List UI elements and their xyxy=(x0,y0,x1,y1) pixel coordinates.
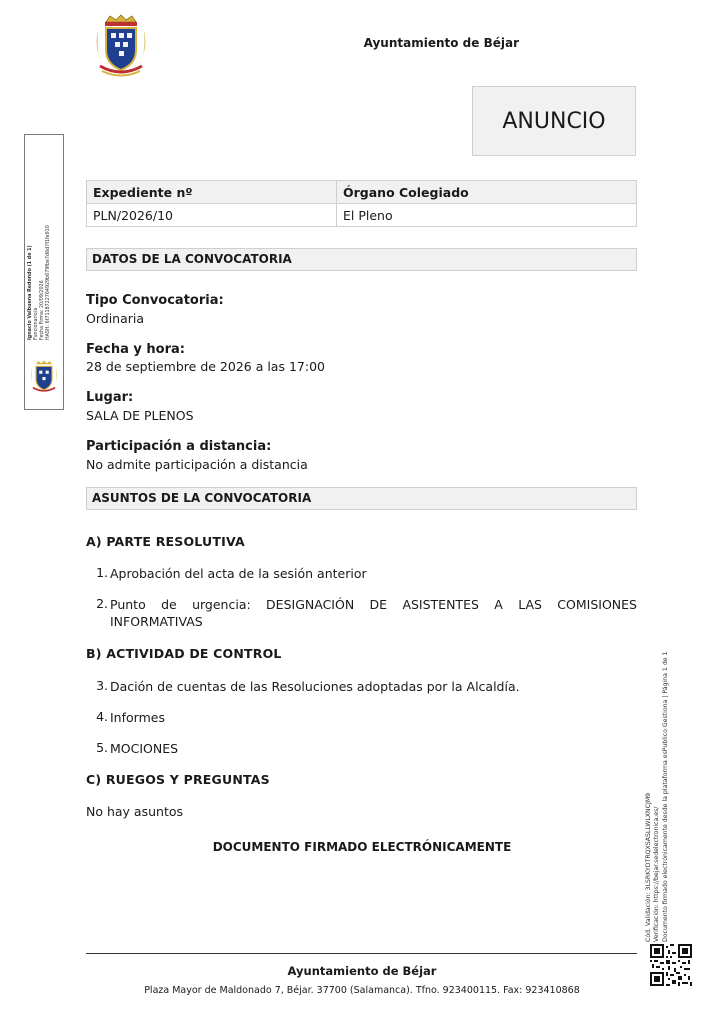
signature-date: Fecha Firma: 20/09/2026 xyxy=(40,280,45,340)
participacion-label: Participación a distancia: xyxy=(86,439,272,454)
item-number: 2. xyxy=(96,596,108,611)
lugar-label: Lugar: xyxy=(86,390,134,405)
tipo-label: Tipo Convocatoria: xyxy=(86,293,224,308)
organo-value: El Pleno xyxy=(337,204,637,227)
signature-hash: HASH: 6f7118722764929b679fbe7d6d7f1fe910 xyxy=(46,225,51,340)
item-number: 4. xyxy=(96,709,108,724)
document-type-box xyxy=(472,86,636,156)
validation-text xyxy=(645,632,705,942)
organo-header: Órgano Colegiado xyxy=(337,181,637,204)
expediente-table xyxy=(86,180,637,227)
item-text-line2: INFORMATIVAS xyxy=(110,614,203,629)
verification-url: Verificación: https://bejar.sedelectronica.es/ xyxy=(653,806,661,942)
signer-role: Funcionario/a xyxy=(34,307,39,340)
expediente-header: Expediente nº xyxy=(87,181,337,204)
platform-note: Documento firmado electrónicamente desde la plataforma esPublico Gestiona | Página 1 de 1 xyxy=(661,651,669,942)
item-text: Informes xyxy=(110,710,165,725)
lugar-value: SALA DE PLENOS xyxy=(86,408,194,423)
tipo-value: Ordinaria xyxy=(86,311,145,326)
document-type-label: ANUNCIO xyxy=(502,108,606,134)
validation-code: Cód. Validación: 3LSRKYDTRQXSASLLWLXNCJM9 xyxy=(645,792,652,942)
item-number: 3. xyxy=(96,678,108,693)
item-text: Dación de cuentas de las Resoluciones adoptadas por la Alcaldía. xyxy=(110,679,520,694)
group-a-title: A) PARTE RESOLUTIVA xyxy=(86,534,245,549)
section-datos-title: DATOS DE LA CONVOCATORIA xyxy=(86,248,637,271)
item-number: 5. xyxy=(96,740,108,755)
footer-divider xyxy=(86,953,637,954)
item-text: MOCIONES xyxy=(110,741,179,756)
item-text: Aprobación del acta de la sesión anterior xyxy=(110,566,367,581)
item-text-line1: Punto de urgencia: DESIGNACIÓN DE ASISTENTES A LAS COMISIONES xyxy=(110,597,637,612)
footer-address: Plaza Mayor de Maldonado 7, Béjar. 37700 (Salamanca). Tfno. 923400115. Fax: 923410868 xyxy=(144,985,580,996)
group-c-title: C) RUEGOS Y PREGUNTAS xyxy=(86,772,270,787)
signed-note: DOCUMENTO FIRMADO ELECTRÓNICAMENTE xyxy=(212,840,512,854)
signer-name: Ignacio Valbuena Redondo (1 de 1) xyxy=(28,245,33,340)
fecha-value: 28 de septiembre de 2026 a las 17:00 xyxy=(86,359,325,374)
group-b-title: B) ACTIVIDAD DE CONTROL xyxy=(86,646,282,661)
participacion-value: No admite participación a distancia xyxy=(86,457,308,472)
small-coat-of-arms-icon xyxy=(28,360,60,394)
organization-title: Ayuntamiento de Béjar xyxy=(363,36,519,50)
expediente-value: PLN/2026/10 xyxy=(87,204,337,227)
fecha-label: Fecha y hora: xyxy=(86,342,185,357)
item-number: 1. xyxy=(96,565,108,580)
no-items-text: No hay asuntos xyxy=(86,804,184,819)
section-asuntos-title: ASUNTOS DE LA CONVOCATORIA xyxy=(86,487,637,510)
signature-stamp-text xyxy=(28,210,62,340)
footer-organization: Ayuntamiento de Béjar xyxy=(287,964,437,978)
